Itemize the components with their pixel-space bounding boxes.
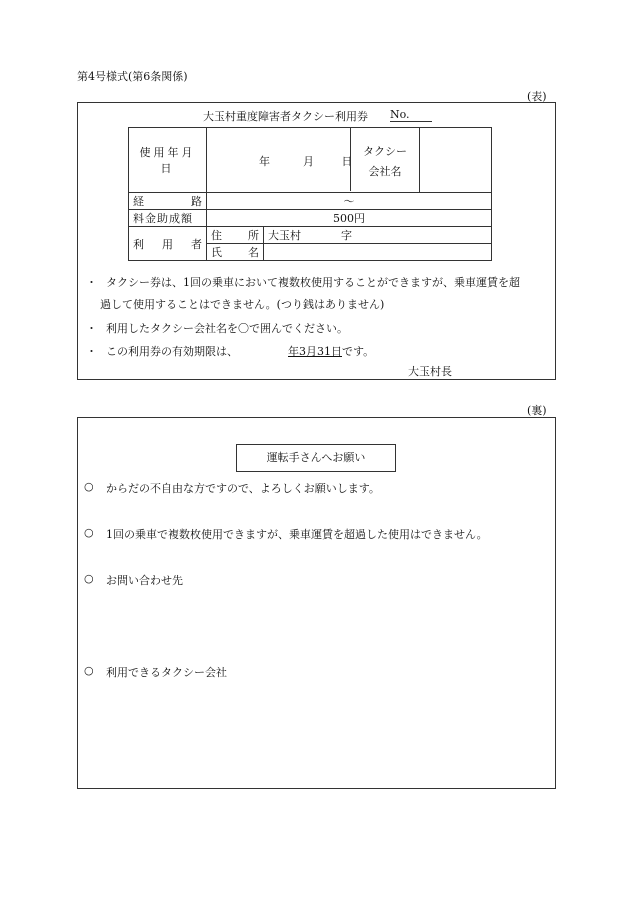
ticket-number bbox=[390, 108, 432, 122]
taxi-label-line2: 会社名 bbox=[368, 165, 402, 178]
name-label: 氏 名 bbox=[207, 244, 264, 261]
back-side-label: (裏) bbox=[527, 404, 547, 417]
back-item-4: 利用できるタクシー会社 bbox=[106, 666, 227, 679]
address-label: 住 所 bbox=[207, 227, 264, 244]
route-label: 経 路 bbox=[129, 193, 207, 210]
item3-circle: ○ bbox=[84, 572, 94, 585]
user-label: 利 用 者 bbox=[129, 227, 207, 261]
name-value bbox=[264, 244, 492, 261]
back-item-2: 1回の乗車で複数枚使用できますが、乗車運賃を超過した使用はできません。 bbox=[106, 528, 488, 541]
date-value bbox=[207, 128, 342, 193]
form-label: 第4号様式(第6条関係) bbox=[77, 70, 188, 83]
front-side-label: (表) bbox=[527, 90, 547, 103]
month-label: 月 bbox=[303, 155, 314, 168]
taxi-company-label-box bbox=[350, 128, 420, 191]
taxi-company-cell bbox=[420, 128, 492, 193]
ticket-number-label: No. bbox=[390, 108, 410, 121]
item2-circle: ○ bbox=[84, 526, 94, 539]
note3: この利用券の有効期限は、 年3月31日です。 bbox=[106, 345, 375, 358]
note2: 利用したタクシー会社名を〇で囲んでください。 bbox=[106, 322, 348, 335]
year-label: 年 bbox=[259, 155, 270, 168]
note1-bullet: ・ bbox=[86, 276, 97, 289]
ticket-info-table bbox=[128, 127, 492, 261]
note3-bullet: ・ bbox=[86, 345, 97, 358]
item4-circle: ○ bbox=[84, 664, 94, 677]
issuer: 大玉村長 bbox=[408, 365, 452, 378]
ticket-title: 大玉村重度障害者タクシー利用券 bbox=[203, 110, 368, 123]
day-label: 日 bbox=[341, 155, 353, 168]
back-item-3: お問い合わせ先 bbox=[106, 574, 183, 587]
note2-bullet: ・ bbox=[86, 322, 97, 335]
back-item-1: からだの不自由な方ですので、よろしくお願いします。 bbox=[106, 482, 380, 495]
note1-line1: タクシー券は、1回の乗車において複数枚使用することができますが、乗車運賃を超 bbox=[106, 276, 520, 289]
back-ticket bbox=[77, 417, 556, 789]
date-label: 使用年月日 bbox=[129, 128, 207, 193]
note1-line2: 過して使用することはできません。(つり銭はありません) bbox=[100, 298, 385, 311]
subsidy-label: 料金助成額 bbox=[129, 210, 207, 227]
taxi-label-line1: タクシー bbox=[363, 145, 407, 158]
route-value: ～ bbox=[207, 193, 492, 210]
driver-request-heading: 運転手さんへお願い bbox=[236, 444, 396, 472]
item1-circle: ○ bbox=[84, 480, 94, 493]
address-value: 大玉村 字 bbox=[264, 227, 492, 244]
subsidy-value: 500円 bbox=[207, 210, 492, 227]
